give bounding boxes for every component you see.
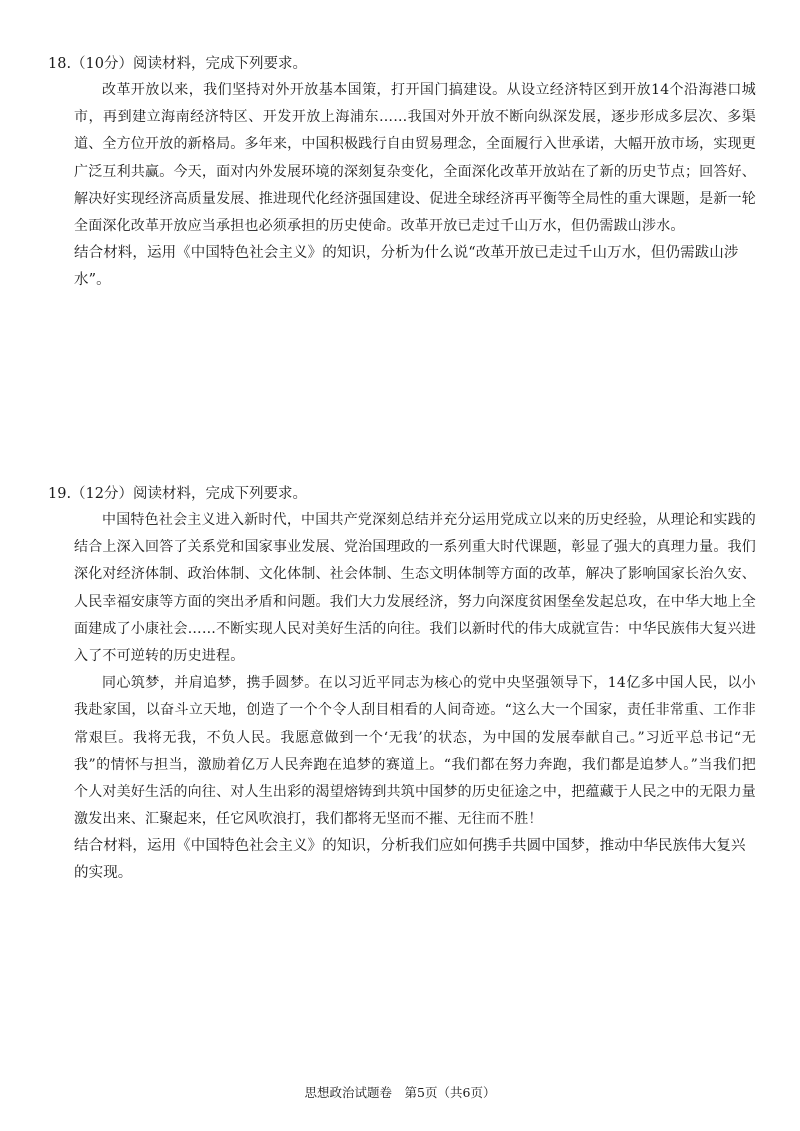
question-prompt: 结合材料，运用《中国特色社会主义》的知识，分析为什么说“改革开放已走过千山万水，但仍需跋山涉水”。 <box>74 245 739 289</box>
question-18 <box>48 52 756 294</box>
page-footer: 思想政治试题卷 第5页（共6页） <box>304 1085 496 1100</box>
material-paragraph: 改革开放以来，我们坚持对外开放基本国策，打开国门搞建设。从设立经济特区到开放14个沿海港口城市，再到建立海南经济特区、开发开放上海浦东……我国对外开放不断向纵深发展，逐步形成多层次、多渠道、全方位开放的新格局。多年来，中国积极践行自由贸易理念，全面履行入世承诺，大幅开放市场，实现更广泛互利共赢。今天，面对内外发展环境的深刻复杂变化，全面深化改革开放站在了新的历史节点；回答好、解决好实现经济高质量发展、推进现代化经济强国建设、促进全球经济再平衡等全局性的重大课题，是新一轮全面深化改革开放应当承担也必须承担的历史使命。改革开放已走过千山万水，但仍需跋山涉水。 <box>74 82 756 235</box>
question-header: 18.（10分）阅读材料，完成下列要求。 <box>48 56 308 72</box>
material-paragraph: 同心筑梦，并肩追梦，携手圆梦。在以习近平同志为核心的党中央坚强领导下，14亿多中国人民，以小我赴家国，以奋斗立天地，创造了一个个令人刮目相看的人间奇迹。“这么大一个国家，责任非常重、工作非常艰巨。我将无我，不负人民。我愿意做到一个‘无我’的状态，为中国的发展奉献自己。”习近平总书记“无我”的情怀与担当，激励着亿万人民奔跑在追梦的赛道上。“我们都在努力奔跑，我们都是追梦人。”当我们把个人对美好生活的向往、对人生出彩的渴望熔铸到共筑中国梦的历史征途之中，把蕴藏于人民之中的无限力量激发出来、汇聚起来，任它风吹浪打，我们都将无坚而不摧、无往而不胜！ <box>74 675 756 828</box>
question-prompt: 结合材料，运用《中国特色社会主义》的知识，分析我们应如何携手共圆中国梦，推动中华民族伟大复兴的实现。 <box>74 838 746 882</box>
question-19 <box>48 482 756 887</box>
material-paragraph: 中国特色社会主义进入新时代，中国共产党深刻总结并充分运用党成立以来的历史经验，从理论和实践的结合上深入回答了关系党和国家事业发展、党治国理政的一系列重大时代课题，彰显了强大的真理力量。我们深化对经济体制、政治体制、文化体制、社会体制、生态文明体制等方面的改革，解决了影响国家长治久安、人民幸福安康等方面的突出矛盾和问题。我们大力发展经济，努力向深度贫困堡垒发起总攻，在中华大地上全面建成了小康社会……不断实现人民对美好生活的向往。我们以新时代的伟大成就宣告：中华民族伟大复兴进入了不可逆转的历史进程。 <box>74 512 756 665</box>
question-header: 19.（12分）阅读材料，完成下列要求。 <box>48 486 308 502</box>
